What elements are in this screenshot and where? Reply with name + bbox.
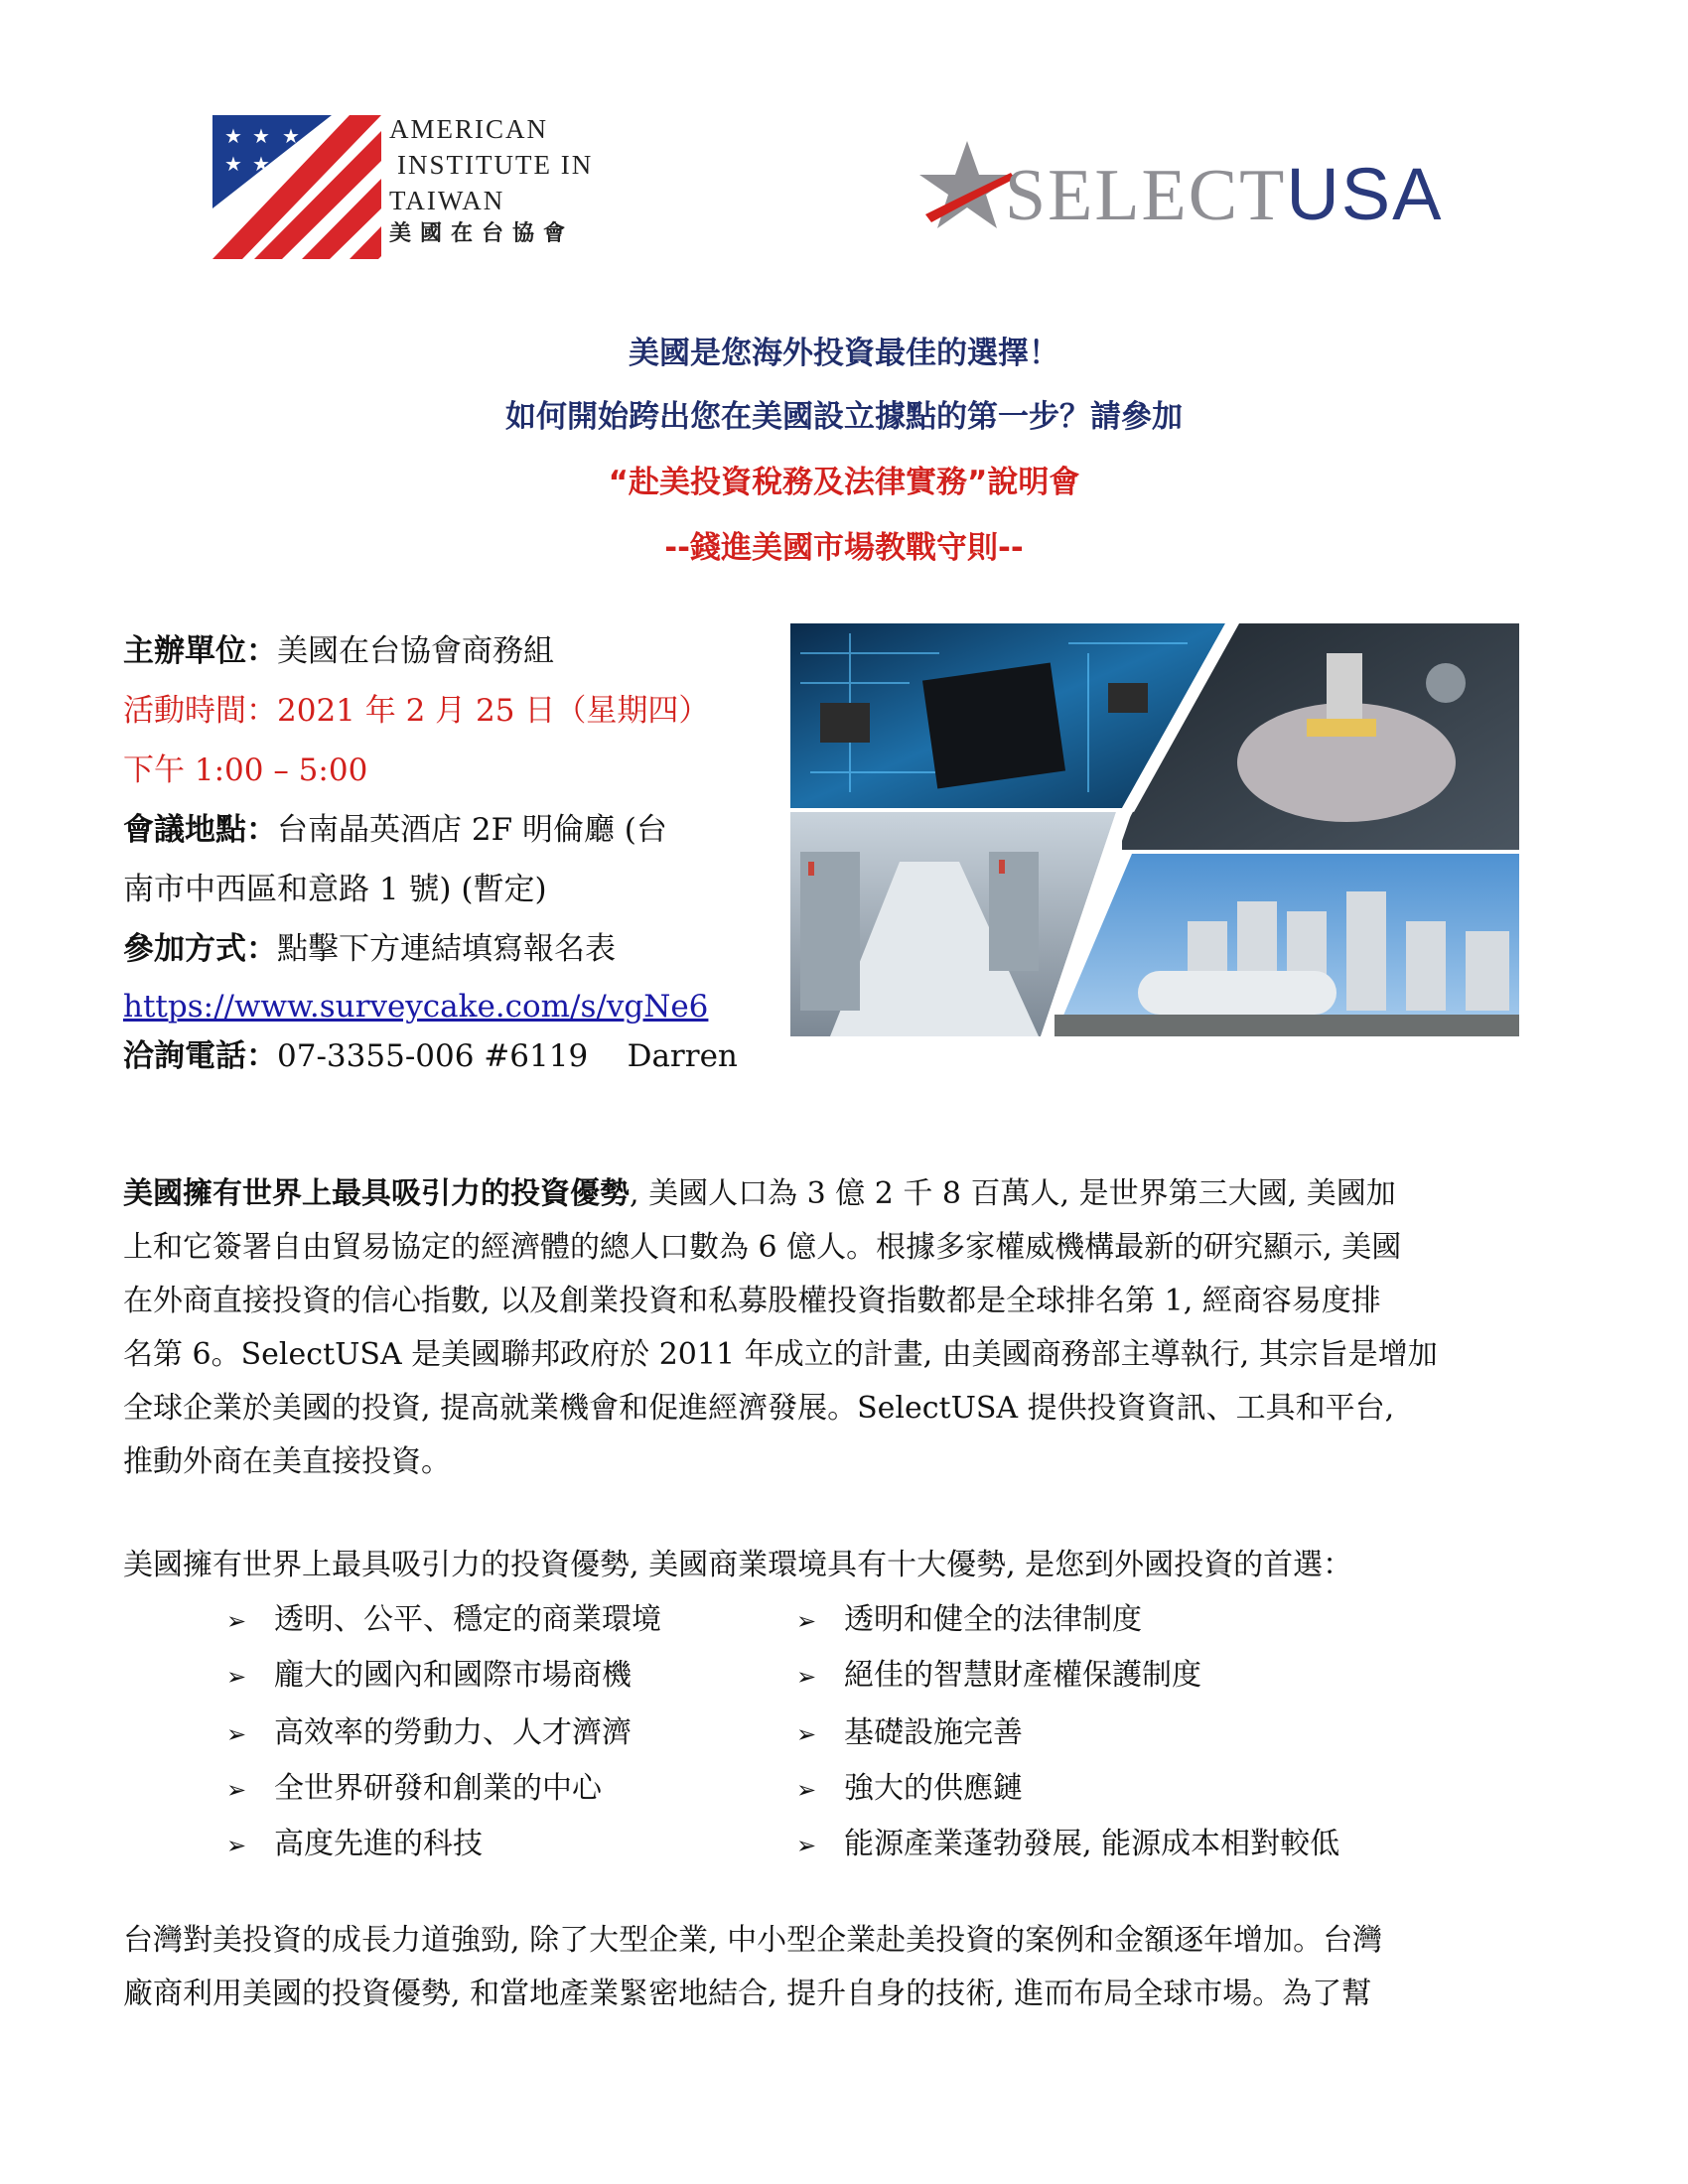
organizer-label: 主辦單位： (123, 633, 277, 669)
selectusa-wordmark (1005, 155, 1443, 235)
bullet-arrow-icon: ➢ (796, 1776, 817, 1804)
bullet-left-3: ➢ 高效率的勞動力、人才濟濟 (226, 1713, 632, 1754)
svg-text:★: ★ (282, 124, 300, 148)
p1-bold-lead: 美國擁有世界上最具吸引力的投資優勢 (123, 1176, 630, 1211)
headline-3: “赴美投資稅務及法律實務”說明會 (608, 465, 1080, 500)
bullet-arrow-icon: ➢ (796, 1832, 817, 1859)
svg-text:★: ★ (224, 124, 242, 148)
venue-label: 會議地點： (123, 812, 277, 848)
refinery-photo (1055, 854, 1519, 1036)
ait-logo-text (389, 111, 628, 250)
bullet-right-2: ➢ 絕佳的智慧財產權保護制度 (796, 1656, 1201, 1697)
svg-text:★: ★ (252, 152, 270, 176)
p3-line2: 廠商利用美國的投資優勢, 和當地產業緊密地結合, 提升自身的技術, 進而布局全球市場。為了幫 (123, 1977, 1372, 2011)
p2-intro: 美國擁有世界上最具吸引力的投資優勢, 美國商業環境具有十大優勢, 是您到外國投資的首選： (123, 1548, 1353, 1582)
p1-line4: 名第 6。SelectUSA 是美國聯邦政府於 2011 年成立的計畫, 由美國商務部主導執行, 其宗旨是增加 (123, 1337, 1438, 1372)
svg-text:★: ★ (224, 152, 242, 176)
bullet-left-5: ➢ 高度先進的科技 (226, 1825, 483, 1865)
bullet-right-3: ➢ 基礎設施完善 (796, 1713, 1023, 1754)
ait-line-chinese: 美國在台協會 (389, 221, 575, 246)
venue-value-line2: 南市中西區和意路 1 號) (暫定) (123, 872, 547, 907)
event-time-line1: 活動時間：2021 年 2 月 25 日（星期四） (123, 693, 710, 729)
bullet-arrow-icon: ➢ (796, 1663, 817, 1691)
bullet-right-4: ➢ 強大的供應鏈 (796, 1769, 1023, 1810)
industry-photo-collage (790, 623, 1519, 1036)
p1-line5: 全球企業於美國的投資, 提高就業機會和促進經濟發展。SelectUSA 提供投資資訊、工具和平台, (123, 1391, 1395, 1426)
signup-value: 點擊下方連結填寫報名表 (277, 931, 616, 967)
headline-1: 美國是您海外投資最佳的選擇！ (629, 336, 1059, 371)
headline-2: 如何開始跨出您在美國設立據點的第一步？請參加 (505, 399, 1183, 435)
bullet-arrow-icon: ➢ (226, 1776, 247, 1804)
p1-line2: 上和它簽署自由貿易協定的經濟體的總人口數為 6 億人。根據多家權威機構最新的研究顯示, 美國 (123, 1230, 1402, 1265)
venue-value-line1: 台南晶英酒店 2F 明倫廳 (台 (277, 812, 667, 848)
selectusa-usa: USA (1286, 153, 1444, 235)
selectusa-select: SELECT (1005, 155, 1287, 236)
cleanroom-photo (790, 812, 1116, 1036)
bullet-left-4: ➢ 全世界研發和創業的中心 (226, 1769, 602, 1810)
paragraph-investment-advantage (123, 1167, 1533, 1489)
ait-line-american: AMERICAN (389, 114, 549, 144)
p3-line1: 台灣對美投資的成長力道強勁, 除了大型企業, 中小型企業赴美投資的案例和金額逐年增加。台灣 (123, 1923, 1383, 1958)
bullet-arrow-icon: ➢ (226, 1607, 247, 1635)
signup-link[interactable]: https://www.surveycake.com/s/vgNe6 (123, 989, 709, 1024)
p1-line1-rest: , 美國人口為 3 億 2 千 8 百萬人, 是世界第三大國, 美國加 (630, 1176, 1396, 1211)
venue-row (123, 810, 667, 850)
p1-line3: 在外商直接投資的信心指數, 以及創業投資和私募股權投資指數都是全球排名第 1, 經商容易度排 (123, 1284, 1381, 1318)
headline-4: --錢進美國市場教戰守則-- (664, 530, 1024, 566)
paragraph-taiwan-investment (123, 1914, 1533, 2021)
organizer-row (123, 631, 554, 671)
ait-line-institute: INSTITUTE IN (397, 150, 594, 180)
bullet-left-1: ➢ 透明、公平、穩定的商業環境 (226, 1600, 661, 1641)
signup-link-row (123, 987, 708, 1026)
bullet-arrow-icon: ➢ (796, 1720, 817, 1748)
p1-line6: 推動外商在美直接投資。 (123, 1444, 451, 1479)
bullet-left-2: ➢ 龐大的國內和國際市場商機 (226, 1656, 632, 1697)
ait-line-taiwan: TAIWAN (389, 186, 505, 215)
signup-label: 參加方式： (123, 931, 277, 967)
phone-label: 洽詢電話： (123, 1038, 277, 1074)
svg-text:★: ★ (252, 124, 270, 148)
bullet-right-5: ➢ 能源產業蓬勃發展, 能源成本相對較低 (796, 1825, 1339, 1865)
bullet-arrow-icon: ➢ (226, 1720, 247, 1748)
signup-row (123, 929, 616, 969)
phone-value: 07-3355-006 #6119 Darren (277, 1038, 738, 1074)
bullet-arrow-icon: ➢ (226, 1832, 247, 1859)
bullet-right-1: ➢ 透明和健全的法律制度 (796, 1600, 1142, 1641)
phone-row (123, 1036, 738, 1076)
bullet-arrow-icon: ➢ (796, 1607, 817, 1635)
bullet-arrow-icon: ➢ (226, 1663, 247, 1691)
event-time-line2: 下午 1:00 – 5:00 (123, 752, 368, 788)
p1-line1 (123, 1167, 1533, 1221)
organizer-value: 美國在台協會商務組 (277, 633, 554, 669)
